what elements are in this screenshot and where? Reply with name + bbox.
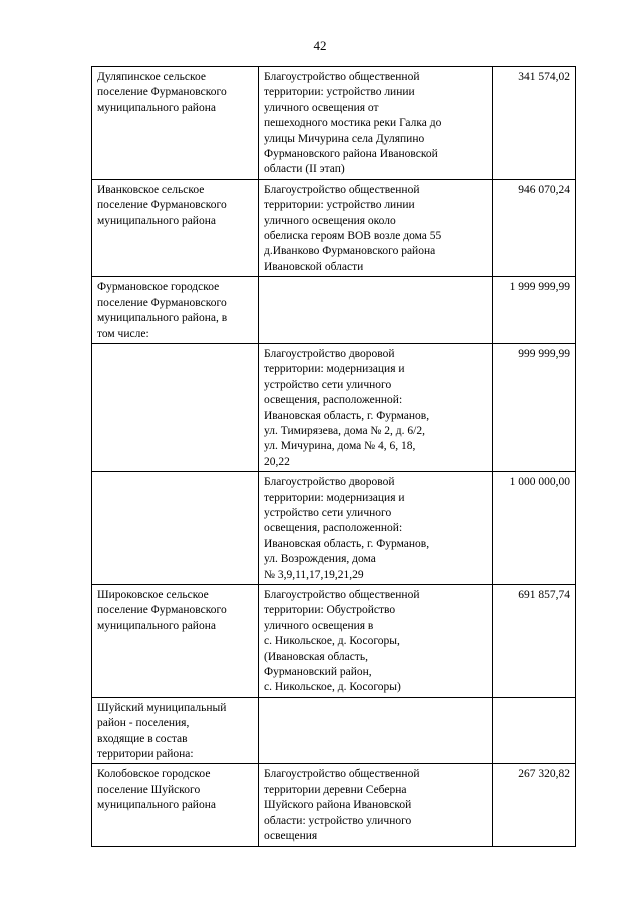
table-row [92,277,576,344]
table-row [92,697,576,764]
amount-cell [493,585,576,698]
purpose-cell [259,764,493,846]
recipient-text: Иванковское сельское поселение Фурмановского муниципального района [97,183,227,227]
recipient-text: Дуляпинское сельское поселение Фурмановского муниципального района [97,71,227,114]
table-row [92,764,576,846]
recipient-text: Колобовское городское поселение Шуйского муниципального района [97,768,216,812]
purpose-cell [259,472,493,585]
recipient-cell [92,179,259,276]
purpose-cell [259,343,493,471]
allocation-table [91,66,576,847]
amount-cell [493,472,576,585]
amount-cell [493,697,576,764]
amount-text: 341 574,02 [518,71,570,83]
recipient-cell [92,343,259,471]
amount-cell [493,67,576,180]
recipient-text: Фурмановское городское поселение Фурмановского муниципального района, в том числе: [97,281,228,340]
table-row [92,179,576,276]
purpose-cell [259,585,493,698]
amount-cell [493,764,576,846]
purpose-cell [259,179,493,276]
purpose-cell [259,697,493,764]
amount-cell [493,343,576,471]
purpose-text: Благоустройство дворовой территории: модернизация и устройство сети уличного освещения, расположенной: Ивановская область, г. Фурманов, ул. Возрождения, дома № 3,9,11,17,19,21,29 [264,476,430,581]
recipient-cell [92,277,259,344]
purpose-text: Благоустройство общественной территории: Обустройство уличного освещения в с. Никольское, д. Косогоры, (Ивановская область, Фурмановский район, с. Никольское, д. Косогоры) [264,589,420,694]
amount-text: 691 857,74 [518,589,570,601]
amount-text: 1 999 999,99 [509,281,570,294]
amount-text: 1 000 000,00 [509,476,570,489]
table-row [92,472,576,585]
purpose-cell [259,277,493,344]
amount-text: 999 999,99 [518,347,570,360]
purpose-cell [259,67,493,180]
purpose-text: Благоустройство общественной территории: устройство линии уличного освещения от пешеходного мостика реки Галка до улицы Мичурина села Дуляпино Фурмановского района Ивановской области (II этап) [264,71,442,176]
recipient-cell [92,585,259,698]
table-row [92,343,576,471]
table-row [92,67,576,180]
amount-text: 267 320,82 [518,768,570,781]
amount-cell [493,277,576,344]
table-row [92,585,576,698]
amount-cell [493,179,576,276]
purpose-text: Благоустройство дворовой территории: модернизация и устройство сети уличного освещения, расположенной: Ивановская область, г. Фурманов, ул. Тимирязева, дома № 2, д. 6/2, ул. Мичурина, дома № 4, 6, 18, 20,22 [264,347,430,468]
recipient-cell [92,697,259,764]
purpose-text: Благоустройство общественной территории: устройство линии уличного освещения около обелиска героям ВОВ возле дома 55 д.Иванково Фурмановского района Ивановской области [264,183,442,273]
page-number: 42 [313,38,327,53]
recipient-text: Широковское сельское поселение Фурмановского муниципального района [97,589,227,632]
recipient-cell [92,67,259,180]
purpose-text: Благоустройство общественной территории деревни Себерна Шуйского района Ивановской области: устройство уличного освещения [264,768,420,843]
recipient-cell [92,764,259,846]
amount-text: 946 070,24 [518,183,570,196]
recipient-cell [92,472,259,585]
recipient-text: Шуйский муниципальный район - поселения, входящие в состав территории района: [97,701,227,761]
